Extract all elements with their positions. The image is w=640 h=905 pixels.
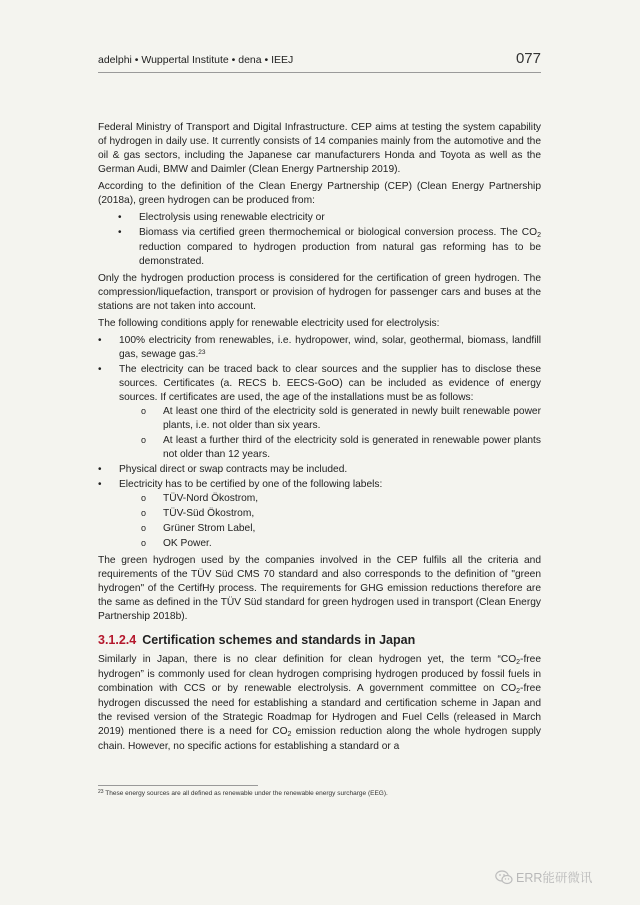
paragraph: Similarly in Japan, there is no clear definition for clean hydrogen yet, the term “$CO_2$-free hydrogen” is commonly used for clean hydrogen comprising hydrogen produced by fossil fuels in combination with CCS or by renewable electrolysis. A government committee on $CO_2$-free hydrogen discussed the need for establishing a standard and certification scheme in Japan and the revised version of the Strategic Roadmap for Hydrogen and Fuel Cells (released in March 2019) mentioned there is a need for $CO_2$ emission reduction along the whole hydrogen supply chain. However, no specific actions for establishing a standard or a	[98, 654, 541, 752]
footnote-divider	[98, 785, 258, 786]
section-title: Certification schemes and standards in Japan	[142, 633, 416, 647]
label-item: o Grüner Strom Label,	[119, 522, 541, 536]
paragraph: According to the definition of the Clean Energy Partnership (CEP) (Clean Energy Partnership (2018a), green hydrogen can be produced from:	[98, 181, 541, 206]
list-item: • The electricity can be traced back to clear sources and the supplier has to disclose these sources. Certificates (a. RECS b. EECS-GoO) can be included as evidence of energy sources. If certificates are used, the age of the installations must be as follows: o At least one third of the electricity sold is generated in newly built renewable power plants, i.e. not older than six years. o At least a further third of the electricity sold is generated in renewable power plants not older than 12 years.	[98, 363, 541, 462]
paragraph: The following conditions apply for renewable electricity used for electrolysis:	[98, 318, 440, 329]
list-item: • Electrolysis using renewable electricity or	[118, 211, 541, 225]
production-list	[98, 211, 541, 269]
sub-list	[119, 405, 541, 462]
paragraph: Only the hydrogen production process is considered for the certification of green hydrogen. The compression/liquefaction, transport or provision of hydrogen for passenger cars and buses at the stations are not taken into account.	[98, 273, 541, 312]
section-heading	[98, 633, 541, 647]
footnote-ref[interactable]: 23	[198, 349, 206, 356]
list-item: • Biomass via certified green thermochemical or biological conversion process. The $CO_2$ reduction compared to hydrogen production from natural gas reforming has to be demonstrated.	[118, 226, 541, 269]
footnote-text: These energy sources are all defined as renewable under the renewable energy surcharge (EEG).	[103, 790, 388, 797]
watermark	[495, 868, 592, 886]
footnote	[98, 790, 541, 797]
running-title: adelphi • Wuppertal Institute • dena • IEEJ	[98, 54, 294, 66]
page-header	[98, 50, 541, 73]
sub-list-item: o At least a further third of the electricity sold is generated in renewable power plants not older than 12 years.	[119, 434, 541, 462]
paragraph: The green hydrogen used by the companies involved in the CEP fulfils all the criteria and requirements of the TÜV Süd CMS 70 standard and also corresponds to the definition of "green hydrogen" of the CertifHy process. The requirements for GHG emission reductions therefore are the same as defined in the TÜV Süd standard for green hydrogen used in transport (Clean Energy Partnership 2018b).	[98, 555, 541, 622]
page-number: 077	[515, 50, 541, 67]
labels-list	[119, 492, 541, 551]
watermark-text: ERR能研微讯	[516, 871, 593, 885]
list-item: • Electricity has to be certified by one of the following labels: o TÜV-Nord Ökostrom, o TÜV-Süd Ökostrom, o Grüner Strom Label, o OK Power.	[98, 478, 541, 551]
label-item: o OK Power.	[119, 537, 541, 551]
sub-list-item: o At least one third of the electricity sold is generated in newly built renewable power plants, i.e. not older than six years.	[119, 405, 541, 433]
label-item: o TÜV-Nord Ökostrom,	[119, 492, 541, 506]
list-item: • 100% electricity from renewables, i.e. hydropower, wind, solar, geothermal, biomass, landfill gas, sewage gas.$^{23}$	[98, 334, 541, 362]
wechat-icon	[495, 870, 513, 885]
footnote-marker: 23	[98, 789, 104, 795]
conditions-list	[98, 334, 541, 551]
page-body	[98, 121, 541, 757]
label-item: o TÜV-Süd Ökostrom,	[119, 507, 541, 521]
paragraph: Federal Ministry of Transport and Digital Infrastructure. CEP aims at testing the system capability of hydrogen in daily use. It currently consists of 14 companies mainly from the automotive and the oil & gas sectors, including the Japanese car manufacturers Honda and Toyota as well as the German Audi, BMW and Daimler (Clean Energy Partnership 2019).	[98, 122, 541, 175]
list-item: • Physical direct or swap contracts may be included.	[98, 463, 541, 477]
section-number: 3.1.2.4	[98, 633, 137, 647]
